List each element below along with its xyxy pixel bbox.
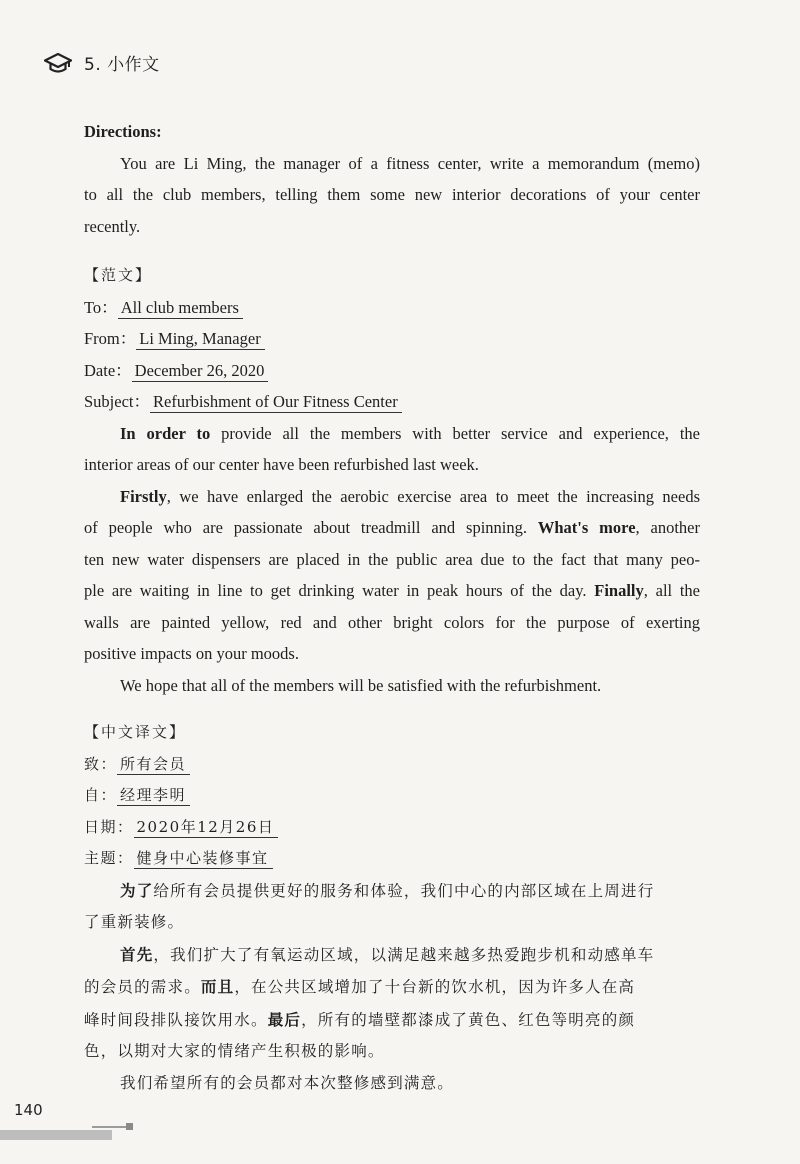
memo-from-label: From： — [84, 329, 137, 348]
memo-subject-row — [84, 386, 700, 418]
keyword: 为了 — [120, 880, 154, 900]
translation-paragraph: 我们希望所有的会员都对本次整修感到满意。 — [120, 1073, 455, 1092]
main-content — [84, 116, 700, 1099]
text-run: 的会员的需求。 — [84, 978, 201, 996]
footer-marker — [126, 1123, 133, 1130]
paragraph-line — [84, 418, 700, 450]
memo-date-row — [84, 355, 700, 387]
text-run: ，在公共区域增加了十台新的饮水机，因为许多人在高 — [234, 978, 636, 996]
memo-from-value: Li Ming, Manager — [136, 329, 264, 350]
paragraph-line — [84, 512, 700, 544]
footer-bar — [0, 1130, 112, 1140]
memo-subject-label: Subject： — [84, 392, 150, 411]
memo-from-row — [84, 323, 700, 355]
translation-date-label: 日期： — [84, 817, 134, 836]
keyword: Finally — [594, 581, 644, 600]
text-run: ，我们扩大了有氧运动区域，以满足越来越多热爱跑步机和动感单车 — [153, 945, 655, 964]
keyword: In order to — [120, 423, 211, 443]
translation-tag: 【中文译文】 — [84, 723, 187, 741]
translation-date-value: 2020年12月26日 — [134, 818, 279, 838]
memo-subject-value: Refurbishment of Our Fitness Center — [150, 392, 402, 413]
memo-date-value: December 26, 2020 — [132, 361, 269, 382]
directions-line: to all the club members, telling them some new interior decorations of your center — [84, 185, 700, 204]
page-number: 140 — [14, 1101, 43, 1119]
keyword: Firstly — [120, 486, 167, 506]
graduation-cap-icon — [44, 51, 72, 75]
memo-to-label: To： — [84, 297, 118, 317]
memo-to-value: All club members — [118, 298, 243, 319]
directions-line: recently. — [84, 216, 141, 236]
translation-to-value: 所有会员 — [117, 755, 190, 775]
text-run: , all the — [643, 581, 700, 600]
text-run: ple are waiting in line to get drinking water in peak hours of the day. — [84, 581, 595, 600]
text-run: provide all the members with better service and experience, the — [210, 423, 700, 443]
text-run: 给所有会员提供更好的服务和体验，我们中心的内部区域在上周进行 — [153, 881, 655, 900]
translation-from-value: 经理李明 — [117, 786, 190, 806]
paragraph-line — [84, 575, 700, 607]
keyword: What's more — [537, 518, 636, 537]
paragraph-line: positive impacts on your moods. — [84, 644, 299, 663]
paragraph-line: We hope that all of the members will be satisfied with the refurbishment. — [120, 675, 602, 695]
paragraph-line: ten new water dispensers are placed in the public area due to the fact that many peo- — [84, 549, 700, 569]
text-run: , another — [635, 518, 701, 537]
keyword: 而且 — [200, 977, 235, 996]
text-run: , we have enlarged the aerobic exercise area to meet the increasing needs — [166, 486, 700, 506]
paragraph-line — [84, 481, 700, 513]
translation-from-label: 自： — [84, 786, 118, 804]
translation-subject-label: 主题： — [84, 849, 134, 867]
translation-from-row — [84, 780, 700, 812]
translation-paragraph — [84, 939, 700, 1068]
keyword: 最后 — [267, 1009, 302, 1029]
text-run: of people who are passionate about treadmill and spinning. — [84, 518, 538, 537]
text-run: 峰时间段排队接饮用水。 — [84, 1010, 268, 1029]
translation-to-row — [84, 749, 700, 781]
section-header — [44, 50, 160, 75]
paragraph-line: interior areas of our center have been refurbished last week. — [84, 455, 479, 474]
translation-to-label: 致： — [84, 754, 118, 773]
text-run: 了重新装修。 — [84, 913, 185, 931]
section-title: 5. 小作文 — [84, 55, 160, 75]
translation-paragraph — [84, 875, 700, 939]
keyword: 首先 — [120, 944, 154, 964]
text-run: 色，以期对大家的情绪产生积极的影响。 — [84, 1042, 385, 1060]
translation-subject-row — [84, 843, 700, 875]
translation-subject-value: 健身中心装修事宜 — [134, 849, 273, 869]
directions-label: Directions: — [84, 122, 162, 141]
sample-tag: 【范文】 — [84, 266, 153, 284]
paragraph-line: walls are painted yellow, red and other bright colors for the purpose of exerting — [84, 612, 700, 632]
text-run: ，所有的墙壁都漆成了黄色、红色等明亮的颜 — [301, 1010, 636, 1029]
translation-date-row — [84, 812, 700, 844]
directions-line: You are Li Ming, the manager of a fitness center, write a memorandum (memo) — [120, 153, 700, 173]
memo-to-row — [84, 292, 700, 324]
memo-date-label: Date： — [84, 360, 132, 380]
